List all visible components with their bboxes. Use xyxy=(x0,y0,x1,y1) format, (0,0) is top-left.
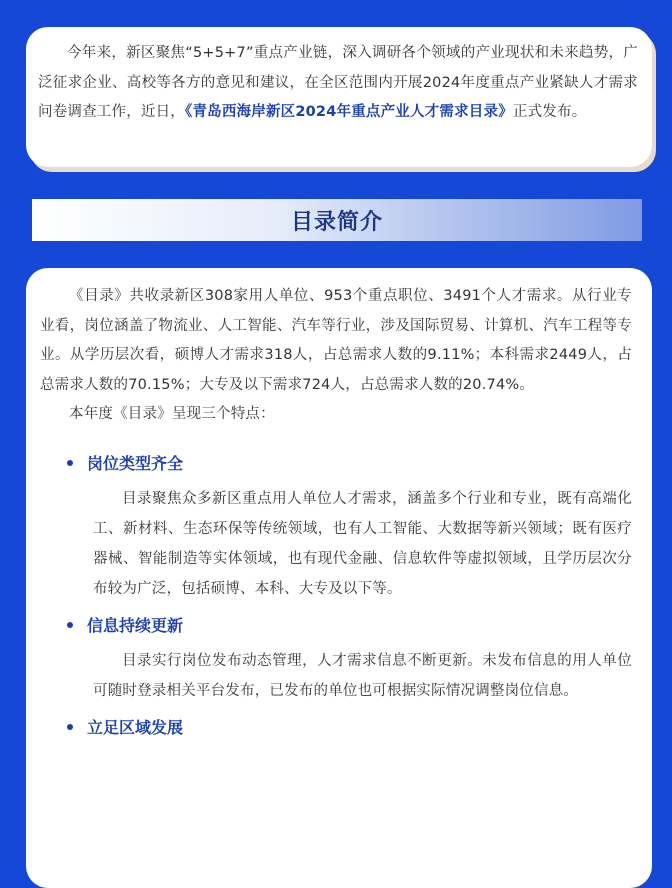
bullet-dot-icon xyxy=(67,460,73,466)
bullet-dot-icon xyxy=(67,724,73,730)
summary-paragraph: 《目录》共收录新区308家用人单位、953个重点职位、3491个人才需求。从行业专业看，岗位涵盖了物流业、人工智能、汽车等行业，涉及国际贸易、计算机、汽车工程等专业。从学历层次看，硕博人才需求318人，占总需求人数的9.11%；本科需求2449人，占总需求人数的70.15%；大专及以下需求724人，占总需求人数的20.74%。 xyxy=(40,288,632,393)
summary-card xyxy=(26,268,652,888)
intro-card xyxy=(26,27,652,167)
feature-item-body xyxy=(93,484,632,604)
feature-body: 目录聚焦众多新区重点用人单位人才需求，涵盖多个行业和专业，既有高端化工、新材料、生态环保等传统领域，也有人工智能、大数据等新兴领域；既有医疗器械、智能制造等实体领域，也有现代金融、信息软件等虚拟领域，且学历层次分布较为广泛，包括硕博、本科、大专及以下等。 xyxy=(93,490,632,597)
section-banner xyxy=(32,199,642,241)
feature-item-title xyxy=(67,448,632,478)
intro-text-end: 正式发布。 xyxy=(512,104,587,120)
feature-title: 岗位类型齐全 xyxy=(87,454,184,473)
feature-title: 立足区域发展 xyxy=(87,718,184,737)
feature-item-title xyxy=(67,610,632,640)
section-title: 目录简介 xyxy=(290,209,383,235)
feature-item-title xyxy=(67,712,632,742)
feature-body: 目录实行岗位发布动态管理，人才需求信息不断更新。未发布信息的用人单位可随时登录相关平台发布，已发布的单位也可根据实际情况调整岗位信息。 xyxy=(93,652,632,699)
intro-text: 今年来，新区聚焦“5+5+7”重点产业链，深入调研各个领域的产业现状和未来趋势，广泛征求企业、高校等各方的意见和建议，在全区范围内开展2024年度重点产业紧缺人才需求问卷调查工作，近日， xyxy=(38,45,638,120)
bullet-dot-icon xyxy=(67,622,73,628)
feature-title: 信息持续更新 xyxy=(87,616,184,635)
feature-item-body xyxy=(93,646,632,706)
catalog-title-link: 《青岛西海岸新区2024年重点产业人才需求目录》 xyxy=(185,104,513,120)
intro-paragraph xyxy=(38,39,638,128)
feature-list xyxy=(40,448,632,742)
features-intro: 本年度《目录》呈现三个特点： xyxy=(69,406,275,422)
